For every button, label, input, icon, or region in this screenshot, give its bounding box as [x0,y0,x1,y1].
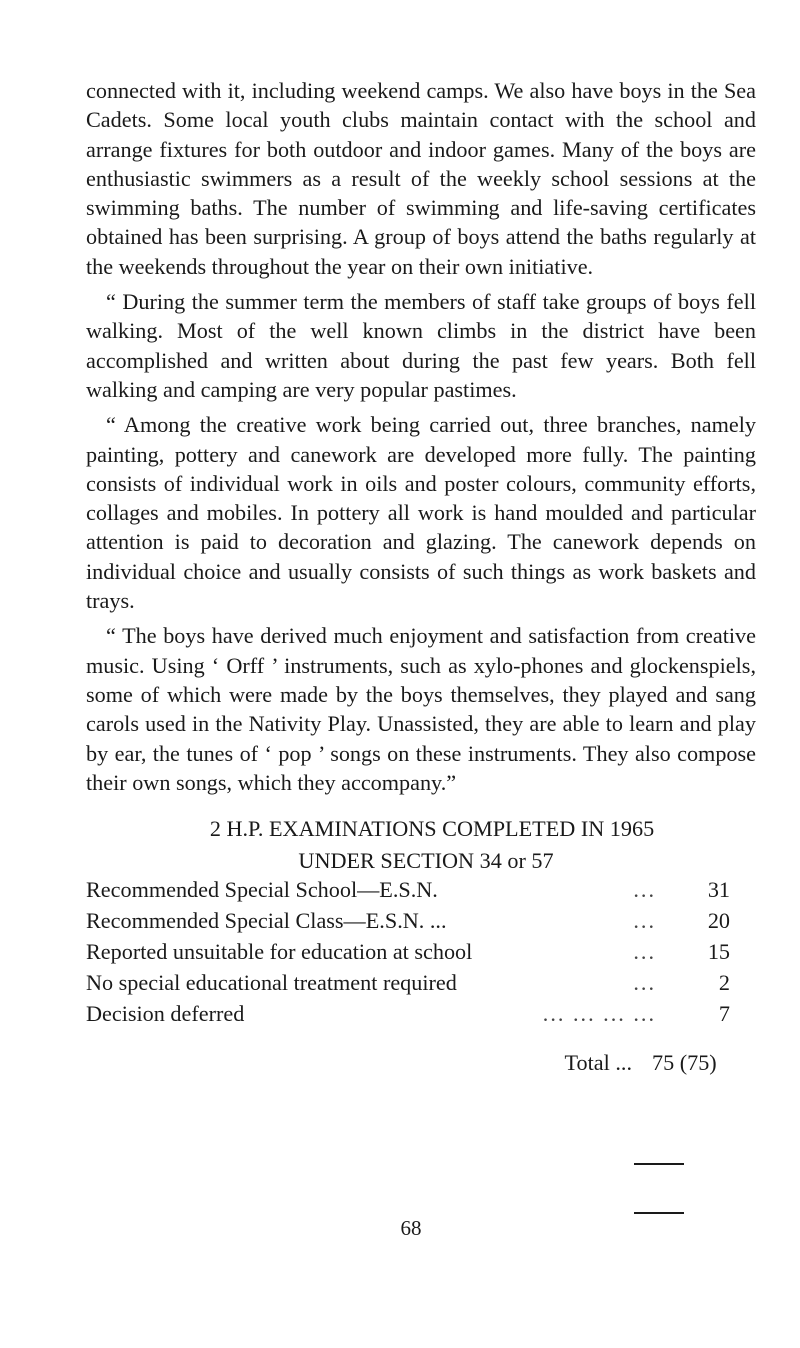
section-heading [86,813,756,877]
row-leader: ... [633,939,656,965]
row-label: Recommended Special Class—E.S.N. ... [86,908,447,934]
row-leader: ... ... ... ... [542,1001,656,1027]
row-label: No special educational treatment required [86,970,457,996]
examinations-table [86,877,756,1082]
total-label: Total ... [564,1050,632,1076]
paragraph-2: “ During the summer term the members of staff take groups of boys fell walking. Most of the well known climbs in the district have been accomplished and written about during the past few years. Both fell walking and camping are very popular pastimes. [86,289,756,402]
row-value: 20 [707,908,730,934]
paragraph-1: connected with it, including weekend camps. We also have boys in the Sea Cadets. Some local youth clubs maintain contact with the school and arrange fixtures for both outdoor and indoor games. Many of the boys are enthusiastic swimmers as a result of the weekly school sessions at the swimming baths. The number of swimming and life-saving certificates obtained has been surprising. A group of boys attend the baths regularly at the weekends throughout the year on their own initiative. [86,78,756,279]
total-value: 75 (75) [652,1050,717,1076]
page-body [86,76,756,1082]
row-label: Reported unsuitable for education at school [86,939,473,965]
table-row [86,1001,756,1032]
page-number: 68 [400,1216,422,1240]
row-value: 7 [718,1001,730,1027]
row-value: 15 [707,939,730,965]
row-label: Recommended Special School—E.S.N. [86,877,438,903]
section-heading-line-1: 2 H.P. EXAMINATIONS COMPLETED IN 1965 [209,816,655,842]
total-row [86,1050,756,1082]
row-leader: ... [633,908,656,934]
table-row [86,970,756,1001]
row-value: 2 [718,970,730,996]
paragraph-3: “ Among the creative work being carried out, three branches, namely painting, pottery and canework are developed more fully. The painting consists of individual work in oils and poster colours, community efforts, collages and mobiles. In pottery all work is hand moulded and particular attention is paid to decoration and glazing. The canework depends on individual choice and usually consists of such things as work baskets and trays. [86,412,756,614]
row-leader: ... [633,970,656,996]
row-leader: ... [633,877,656,903]
subtotal-rule [634,1163,684,1165]
section-heading-line-2: UNDER SECTION 34 or 57 [298,848,554,874]
row-value: 31 [707,877,730,903]
total-rule [634,1212,684,1214]
table-row [86,908,756,939]
row-label: Decision deferred [86,1001,245,1027]
table-row [86,877,756,908]
table-row [86,939,756,970]
paragraph-4: “ The boys have derived much enjoyment and satisfaction from creative music. Using ‘ Orff ’ instruments, such as xylo-phones and glockenspiels, some of which were made by the boys themselves, they played and sang carols used in the Nativity Play. Unassisted, they are able to learn and play by ear, the tunes of ‘ pop ’ songs on these instruments. They also compose their own songs, which they accompany.” [86,623,756,795]
